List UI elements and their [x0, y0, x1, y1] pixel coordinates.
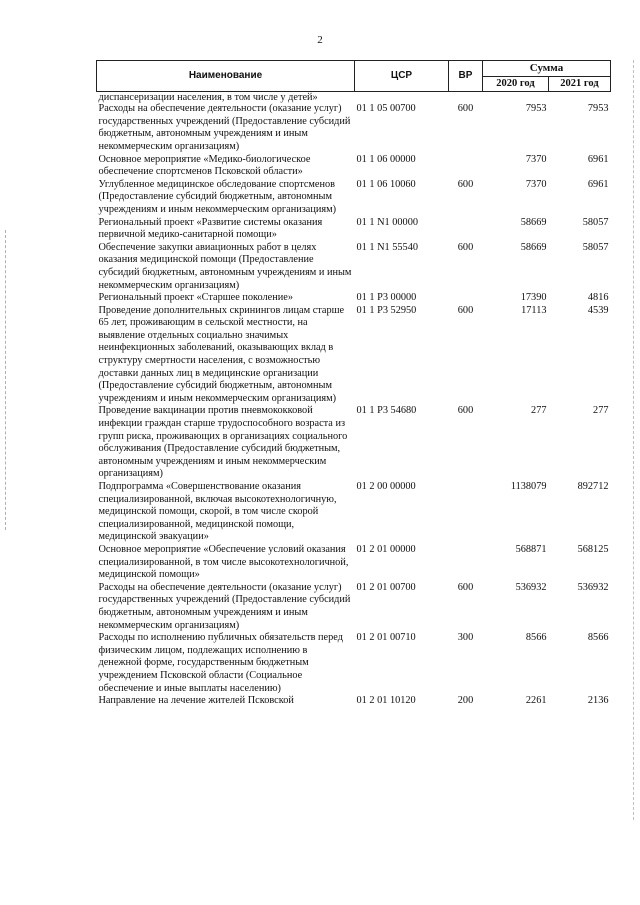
row-vr-cell: [449, 544, 483, 582]
table-row: [97, 481, 611, 544]
row-sum-2021-cell: 4816: [587, 292, 609, 304]
budget-table: [96, 60, 611, 708]
table-row: [97, 405, 611, 481]
row-name-cell: Расходы на обеспечение деятельности (оказание услуг) государственных учреждений (Предоставление субсидий бюджетным, автономным учреждениям и иным некоммерческим организациям): [98, 103, 351, 152]
row-name-cell: Расходы по исполнению публичных обязательств перед физическим лицом, подлежащих исполнению в денежной форме, государственным бюджетным учреждением Псковской области (Социальное обеспечение и иные выплаты населению): [98, 632, 343, 694]
row-sum-2021-cell: 892712: [577, 481, 609, 492]
table-row: [97, 242, 611, 292]
table-row: [97, 582, 611, 632]
row-name-cell: Основное мероприятие «Обеспечение условий оказания специализированной, в том числе высокотехнологичной, медицинской помощи»: [98, 543, 349, 581]
row-sum-2021-cell: 277: [593, 405, 609, 417]
table-row: [97, 154, 611, 179]
table-row: [97, 103, 611, 153]
row-sum-2020-cell: 58669: [520, 241, 547, 253]
row-name-cell: Проведение дополнительных скринингов лицам старше 65 лет, проживающим в сельской местности, на выявление отдельных социально значимых неинфекционных заболеваний, оказывающих вклад в структуру смертности населения, с возможностью доставки данных лиц в медицинские организации (Предоставление субсидий бюджетным, автономным учреждениям и иным некоммерческим организациям): [98, 304, 345, 404]
row-sum-2021-cell: 6961: [587, 153, 609, 165]
row-sum-2020-cell: 1138079: [510, 481, 547, 492]
row-sum-2020-cell: 7370: [525, 153, 547, 165]
row-vr-cell: 600: [457, 103, 474, 115]
row-vr-cell: 600: [457, 405, 474, 417]
header-sum: Сумма: [483, 61, 611, 77]
row-csr-cell: 01 1 06 00000: [356, 153, 416, 165]
row-name-cell: Углубленное медицинское обследование спортсменов (Предоставление субсидий бюджетным, автономным учреждениям и иным некоммерческим организациям): [98, 178, 337, 215]
table-row: [97, 305, 611, 406]
table-row: [97, 544, 611, 582]
row-sum-2021-cell: 7953: [587, 103, 609, 115]
row-sum-2020-cell: 7953: [525, 103, 547, 115]
table-row: [97, 217, 611, 242]
table-row: [97, 632, 611, 695]
row-csr-cell: 01 2 01 00000: [356, 543, 416, 555]
row-vr-cell: [449, 154, 483, 179]
continuation-text: диспансеризации населения, в том числе у детей»: [98, 92, 318, 104]
row-csr-cell: 01 1 06 10060: [356, 178, 416, 190]
row-sum-2020-cell: 58669: [520, 216, 547, 228]
row-name-cell: Обеспечение закупки авиационных работ в целях оказания медицинской помощи (Предоставление субсидий бюджетным, автономным учреждениям и иным некоммерческим организациям): [98, 241, 352, 291]
row-csr-cell: 01 2 01 00700: [356, 581, 416, 593]
row-vr-cell: 600: [457, 304, 474, 316]
header-name: Наименование: [97, 61, 355, 92]
scan-margin-line: [633, 60, 634, 820]
header-csr: ЦСР: [355, 61, 449, 92]
row-sum-2021-cell: 2136: [587, 695, 609, 707]
header-year-2021: 2021 год: [549, 76, 611, 92]
row-sum-2020-cell: 2261: [525, 695, 547, 707]
row-vr-cell: 300: [457, 632, 474, 644]
row-vr-cell: 600: [457, 581, 474, 593]
row-csr-cell: 01 2 00 00000: [356, 481, 416, 492]
row-name-cell: Подпрограмма «Совершенствование оказания специализированной, включая высокотехнологичную, медицинской помощи, скорой, в том числе скорой специализированной, медицинской помощи, медицинской эвакуации»: [98, 481, 337, 543]
row-sum-2021-cell: 58057: [582, 241, 609, 253]
row-csr-cell: 01 1 N1 55540: [356, 241, 418, 253]
row-sum-2020-cell: 8566: [525, 632, 547, 644]
header-vr: ВР: [449, 61, 483, 92]
row-sum-2021-cell: 8566: [587, 632, 609, 644]
row-sum-2020-cell: 17390: [520, 292, 547, 304]
table-row: [97, 695, 611, 708]
row-sum-2020-cell: 277: [531, 405, 547, 417]
row-sum-2021-cell: 536932: [577, 581, 609, 593]
row-vr-cell: 600: [457, 241, 474, 253]
row-name-cell: Проведение вакцинации против пневмококковой инфекции граждан старше трудоспособного возраста из групп риска, проживающих в организациях социального обслуживания (Предоставление субсидий бюджетным, автономным учреждениям и иным некоммерческим организациям): [98, 405, 348, 480]
row-csr-cell: 01 1 P3 00000: [356, 292, 417, 304]
row-vr-cell: [449, 481, 483, 544]
header-year-2020: 2020 год: [483, 76, 549, 92]
row-vr-cell: 200: [457, 695, 474, 707]
row-vr-cell: [449, 217, 483, 242]
row-sum-2021-cell: 4539: [587, 304, 609, 316]
row-csr-cell: 01 1 05 00700: [356, 103, 416, 115]
row-name-cell: Региональный проект «Развитие системы оказания первичной медико-санитарной помощи»: [98, 216, 323, 241]
row-csr-cell: 01 2 01 00710: [356, 632, 416, 644]
row-name-cell: Направление на лечение жителей Псковской: [98, 695, 294, 707]
row-sum-2021-cell: 568125: [577, 543, 609, 555]
row-sum-2020-cell: 7370: [525, 178, 547, 190]
page-number: 2: [317, 34, 323, 46]
scan-margin-line: [5, 230, 6, 530]
row-sum-2020-cell: 17113: [521, 304, 547, 316]
row-sum-2020-cell: 536932: [515, 581, 547, 593]
row-name-cell: Региональный проект «Старшее поколение»: [98, 292, 293, 304]
row-name-cell: Основное мероприятие «Медико-биологическое обеспечение спортсменов Псковской области»: [98, 153, 311, 178]
row-csr-cell: 01 1 N1 00000: [356, 216, 418, 228]
row-name-cell: Расходы на обеспечение деятельности (оказание услуг) государственных учреждений (Предоставление субсидий бюджетным, автономным учреждениям и иным некоммерческим организациям): [98, 581, 351, 631]
row-vr-cell: [449, 292, 483, 305]
table-row: [97, 179, 611, 217]
table-row: [97, 292, 611, 305]
row-sum-2021-cell: 58057: [582, 216, 609, 228]
row-csr-cell: 01 2 01 10120: [356, 695, 416, 707]
row-csr-cell: 01 1 P3 54680: [356, 405, 417, 417]
row-csr-cell: 01 1 P3 52950: [356, 304, 417, 316]
row-vr-cell: 600: [457, 178, 474, 190]
row-sum-2020-cell: 568871: [515, 543, 547, 555]
row-sum-2021-cell: 6961: [587, 178, 609, 190]
